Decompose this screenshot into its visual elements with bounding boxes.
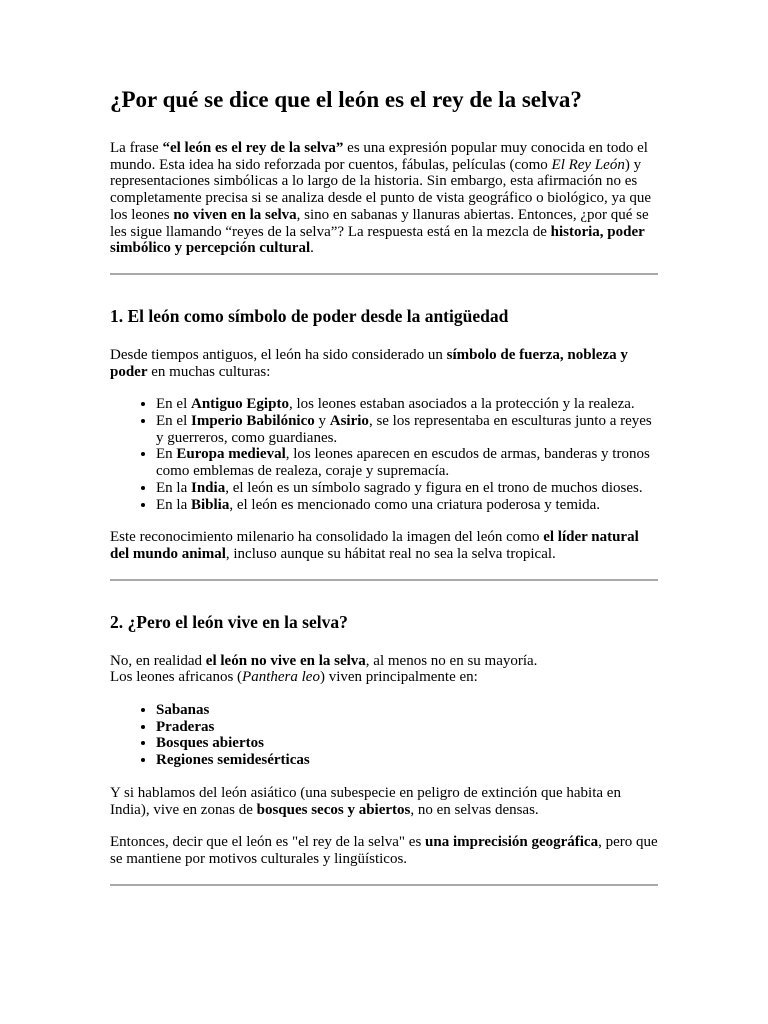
- s2p3-text-1: Entonces, decir que el león es "el rey de la selva" es: [110, 834, 426, 851]
- list-item: • Bosques abiertos: [156, 735, 658, 752]
- s2p1-text-1: No, en realidad: [110, 652, 206, 669]
- intro-text-4: , sino en sabanas y llanuras abiertas. Entonces, ¿por qué se les sigue llamando “reyes de la selva”? La respuesta está en la mezcla de: [110, 206, 649, 240]
- page-title: ¿Por qué se dice que el león es el rey de la selva?: [110, 87, 582, 112]
- s2p2-text-1: Y si hablamos del león asiático (una subespecie en peligro de extinción que habita en India), vive en zonas de: [110, 784, 621, 818]
- list-item-pre: En la: [156, 496, 191, 513]
- list-item: [156, 446, 658, 479]
- section-1-paragraph-2: [110, 529, 658, 562]
- section-divider: [110, 884, 658, 886]
- list-item-bold-2: Asirio: [329, 413, 369, 430]
- intro-text-2: es una expresión popular muy conocida en todo el mundo. Esta idea ha sido reforzada por cuentos, fábulas, películas (como: [110, 140, 648, 173]
- list-item: • Sabanas: [156, 702, 658, 719]
- intro-bold-answer: historia, poder simbólico y percepción cultural: [110, 223, 645, 257]
- s2p1-text-4: ) viven principalmente en:: [319, 669, 478, 686]
- s1p1-bold: símbolo de fuerza, nobleza y poder: [110, 346, 628, 380]
- s2p1-italic-species: Panthera leo: [242, 669, 320, 686]
- section-2-paragraph-1: [110, 653, 658, 686]
- s2p1-text-2: , al menos no en su mayoría.: [365, 652, 538, 669]
- intro-italic-movie: El Rey León: [551, 156, 625, 173]
- intro-paragraph: [110, 140, 658, 257]
- list-item: [156, 413, 658, 446]
- s1p2-text-2: , incluso aunque su hábitat real no sea la selva tropical.: [225, 545, 556, 562]
- s2p1-text-3: Los leones africanos (: [110, 669, 243, 686]
- list-item-pre: En la: [156, 479, 191, 496]
- s1p1-text-2: en muchas culturas:: [147, 363, 271, 380]
- document-content: [110, 86, 658, 886]
- s2p3-bold: una imprecisión geográfica: [425, 834, 599, 851]
- section-1: [110, 275, 658, 581]
- list-item-bold: Imperio Babilónico: [191, 413, 315, 430]
- list-item-pre: En el: [156, 396, 191, 413]
- list-item: [156, 497, 658, 514]
- section-2: [110, 581, 658, 886]
- s1p2-bold: el líder natural del mundo animal: [110, 529, 639, 562]
- section-2-paragraph-3: [110, 834, 658, 867]
- list-item-post: , los leones estaban asociados a la protección y la realeza.: [288, 396, 635, 413]
- s1p2-text-1: Este reconocimiento milenario ha consolidado la imagen del león como: [110, 529, 544, 546]
- list-item: • Regiones semidesérticas: [156, 752, 658, 769]
- list-item-pre: En el: [156, 413, 191, 430]
- list-item-post: , los leones aparecen en escudos de armas, banderas y tronos como emblemas de realeza, coraje y supremacía.: [156, 446, 650, 480]
- list-item-bold: Europa medieval: [176, 446, 286, 463]
- s2p1-bold: el león no vive en la selva: [205, 652, 366, 669]
- intro-text-1: La frase: [110, 140, 163, 156]
- list-item-post: , el león es mencionado como una criatura poderosa y temida.: [229, 496, 601, 513]
- s2p3-text-2: , pero que se mantiene por motivos culturales y lingüísticos.: [110, 834, 658, 867]
- list-item-post: , se los representaba en esculturas junto a reyes y guerreros, como guardianes.: [156, 413, 652, 446]
- s2p2-bold: bosques secos y abiertos: [256, 801, 411, 818]
- section-2-paragraph-2: [110, 785, 658, 818]
- s1p1-text-1: Desde tiempos antiguos, el león ha sido considerado un: [110, 346, 447, 363]
- list-item-pre: En: [156, 446, 177, 463]
- section-2-heading: 2. ¿Pero el león vive en la selva?: [110, 611, 348, 632]
- section-1-paragraph-1: [110, 347, 658, 380]
- intro-text-3: ) y representaciones simbólicas a lo largo de la historia. Sin embargo, esta afirmación no es completamente precisa si se analiza desde el punto de vista geográfico o biológico, ya que los leones: [110, 156, 652, 223]
- section-2-list: [110, 702, 658, 769]
- intro-bold-habitat: no viven en la selva: [173, 206, 297, 223]
- list-item-bold: India: [191, 479, 226, 496]
- section-1-list: [110, 396, 658, 513]
- list-item-bold: Biblia: [191, 496, 230, 513]
- list-item-post: , el león es un símbolo sagrado y figura en el trono de muchos dioses.: [225, 479, 643, 496]
- list-item-mid: y: [314, 413, 330, 430]
- intro-bold-phrase: “el león es el rey de la selva”: [162, 140, 344, 156]
- list-item: [156, 396, 658, 413]
- intro-text-5: .: [310, 240, 314, 257]
- list-item: • Praderas: [156, 719, 658, 736]
- s2p2-text-2: , no en selvas densas.: [410, 801, 539, 818]
- list-item: [156, 480, 658, 497]
- section-1-heading: 1. El león como símbolo de poder desde la antigüedad: [110, 305, 509, 326]
- paragraph-gap: [110, 818, 658, 834]
- list-item-bold: Antiguo Egipto: [191, 396, 289, 413]
